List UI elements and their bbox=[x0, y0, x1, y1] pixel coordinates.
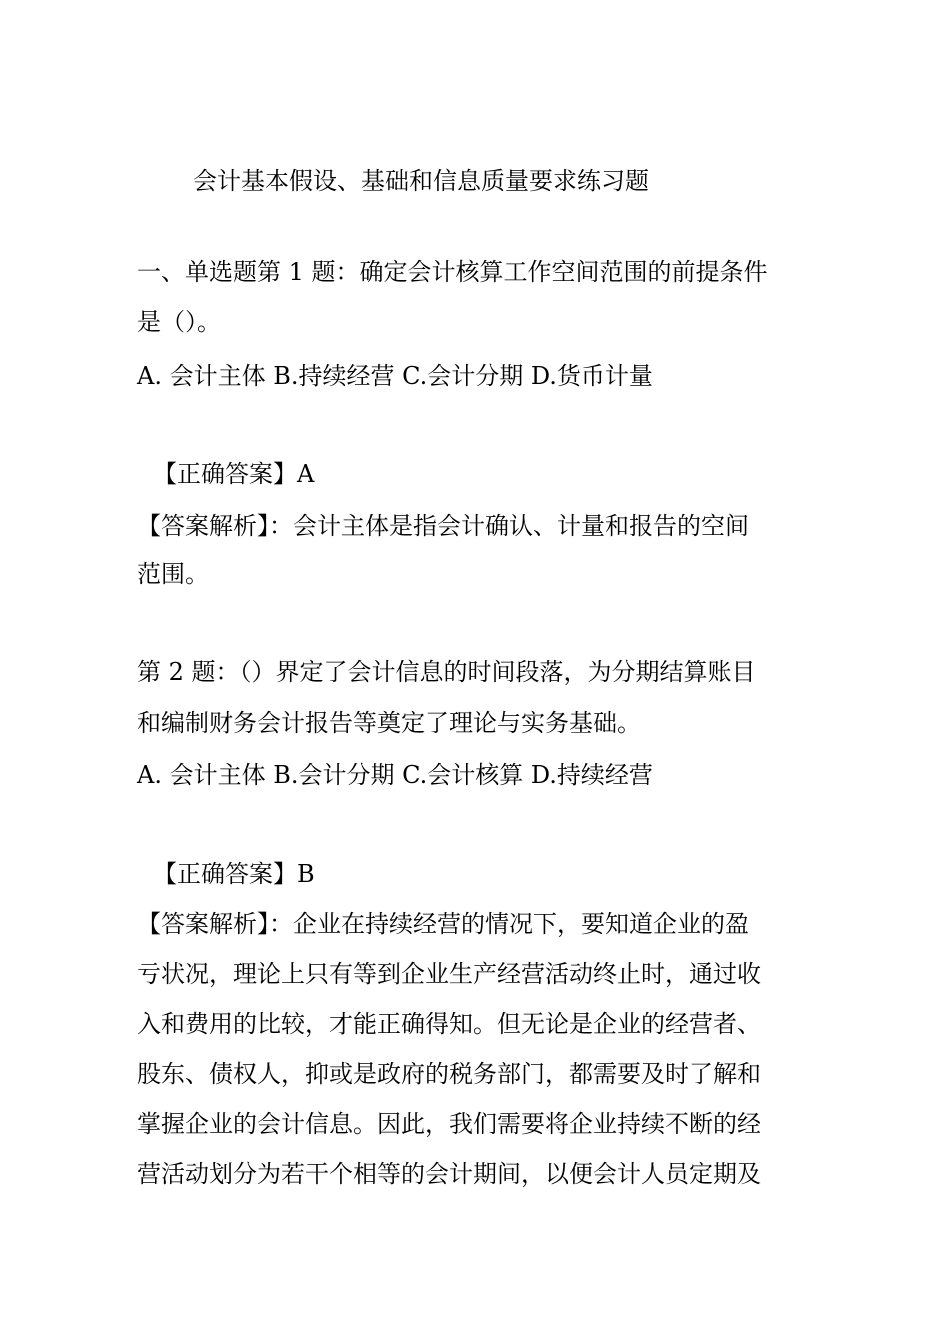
question-2-analysis-line-1: 【答案解析】：企业在持续经营的情况下，要知道企业的盈 bbox=[137, 910, 749, 938]
question-2-options: A. 会计主体 B.会计分期 C.会计核算 D.持续经营 bbox=[137, 761, 653, 789]
question-2-analysis-line-5: 掌握企业的会计信息。因此，我们需要将企业持续不断的经 bbox=[137, 1110, 761, 1138]
question-2-analysis-line-6: 营活动划分为若干个相等的会计期间，以便会计人员定期及 bbox=[137, 1160, 761, 1188]
question-2-analysis-line-4: 股东、债权人，抑或是政府的税务部门，都需要及时了解和 bbox=[137, 1060, 761, 1088]
question-1-correct-answer: 【正确答案】A bbox=[153, 460, 315, 488]
question-1-options: A. 会计主体 B.持续经营 C.会计分期 D.货币计量 bbox=[137, 362, 653, 390]
question-2-stem-line-2: 和编制财务会计报告等奠定了理论与实务基础。 bbox=[137, 709, 641, 737]
document-title: 会计基本假设、基础和信息质量要求练习题 bbox=[193, 167, 649, 195]
question-1-stem-line-2: 是（）。 bbox=[137, 308, 221, 336]
question-2-analysis-line-2: 亏状况，理论上只有等到企业生产经营活动终止时，通过收 bbox=[137, 960, 761, 988]
question-2-correct-answer: 【正确答案】B bbox=[153, 860, 315, 888]
question-2-analysis-line-3: 入和费用的比较，才能正确得知。但无论是企业的经营者、 bbox=[137, 1010, 761, 1038]
question-2-stem-line-1: 第 2 题：（）界定了会计信息的时间段落，为分期结算账目 bbox=[137, 658, 756, 686]
question-1-stem-line-1: 一、单选题第 1 题：确定会计核算工作空间范围的前提条件 bbox=[137, 258, 768, 286]
question-1-analysis-line-1: 【答案解析】：会计主体是指会计确认、计量和报告的空间 bbox=[137, 512, 749, 540]
question-1-analysis-line-2: 范围。 bbox=[137, 560, 209, 588]
